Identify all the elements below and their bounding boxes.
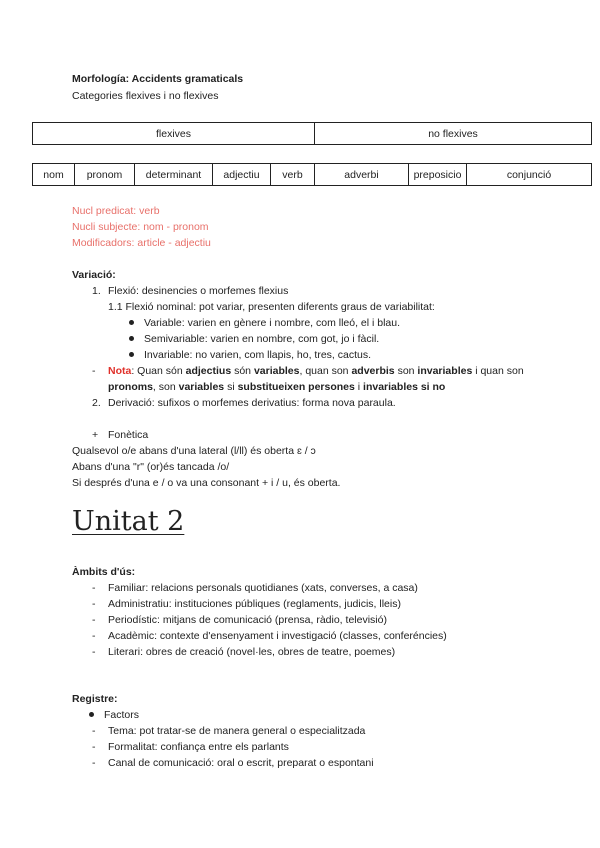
fonetica-heading: Fonètica [108, 429, 149, 441]
list-item: Tema: pot tratar-se de manera general o especialitzada [108, 725, 366, 737]
list-item: Factors [89, 708, 139, 722]
nucli-line: Nucli subjecte: nom - pronom [72, 221, 209, 233]
flexio-nominal-heading: 1.1 Flexió nominal: pot variar, presenten diferents graus de variabilitat: [108, 301, 435, 313]
nucli-line: Nucl predicat: verb [72, 205, 160, 217]
categories-table [32, 163, 592, 186]
list-item: Acadèmic: contexte d'ensenyament i investigació (classes, conferéncies) [108, 630, 447, 642]
list-item: Formalitat: confiança entre els parlants [108, 741, 289, 753]
dash-marker: - [92, 757, 96, 769]
flexives-header-table [32, 122, 592, 145]
nota-line-1: Nota: Quan són adjectius són variables, quan son adverbis son invariables i quan son [108, 365, 524, 377]
dash-marker: - [92, 646, 96, 658]
bullet-icon [89, 712, 94, 717]
list-item: Familiar: relacions personals quotidianes (xats, converses, a casa) [108, 582, 418, 594]
dash-marker: - [92, 365, 96, 377]
dash-marker: - [92, 582, 96, 594]
table-cell: adjectiu [213, 164, 271, 186]
variacio-item-flexio: Flexió: desinencies o morfemes flexius [108, 285, 289, 297]
dash-marker: - [92, 598, 96, 610]
variacio-heading: Variació: [72, 269, 116, 281]
fonetica-line: Si després d'una e / o va una consonant + i / u, és oberta. [72, 477, 341, 489]
bullet-icon [129, 352, 134, 357]
list-item: Variable: varien en gènere i nombre, com lleó, el i blau. [129, 316, 400, 330]
nota-line-2: pronoms, son variables si substitueixen persones i invariables si no [108, 381, 446, 393]
bullet-icon [129, 336, 134, 341]
dash-marker: - [92, 725, 96, 737]
variacio-item-derivacio: Derivació: sufixos o morfemes derivatius: forma nova paraula. [108, 397, 396, 409]
list-number: 2. [92, 397, 101, 409]
plus-marker: + [92, 429, 99, 441]
nucli-line: Modificadors: article - adjectiu [72, 237, 211, 249]
table-cell: preposicio [409, 164, 467, 186]
dash-marker: - [92, 630, 96, 642]
document-title: Morfología: Accidents gramaticals [72, 73, 244, 85]
bullet-icon [129, 320, 134, 325]
list-item: Literari: obres de creació (novel·les, obres de teatre, poemes) [108, 646, 396, 658]
list-number: 1. [92, 285, 101, 297]
list-item: Periodístic: mitjans de comunicació (prensa, ràdio, televisió) [108, 614, 387, 626]
ambits-heading: Àmbits d'ús: [72, 566, 136, 578]
table-cell: adverbi [315, 164, 409, 186]
nota-label: Nota [108, 365, 132, 377]
table-header-flexives: flexives [33, 123, 315, 145]
table-cell: determinant [135, 164, 213, 186]
list-item: Administratiu: instituciones públiques (reglaments, judicis, lleis) [108, 598, 401, 610]
list-item: Semivariable: varien en nombre, com got, jo i fàcil. [129, 332, 379, 346]
unit-title: Unitat 2 [72, 506, 185, 537]
fonetica-line: Qualsevol o/e abans d'una lateral (l/ll) és oberta ɛ / ɔ [72, 445, 316, 457]
table-header-no-flexives: no flexives [315, 123, 592, 145]
list-item: Invariable: no varien, com llapis, ho, tres, cactus. [129, 348, 371, 362]
dash-marker: - [92, 614, 96, 626]
fonetica-line: Abans d'una "r" (or)és tancada /o/ [72, 461, 230, 473]
list-item: Canal de comunicació: oral o escrit, preparat o espontani [108, 757, 374, 769]
table-cell: conjunció [467, 164, 592, 186]
table-cell: verb [271, 164, 315, 186]
table-cell: pronom [75, 164, 135, 186]
document-subtitle: Categories flexives i no flexives [72, 90, 219, 102]
dash-marker: - [92, 741, 96, 753]
table-cell: nom [33, 164, 75, 186]
registre-heading: Registre: [72, 693, 118, 705]
